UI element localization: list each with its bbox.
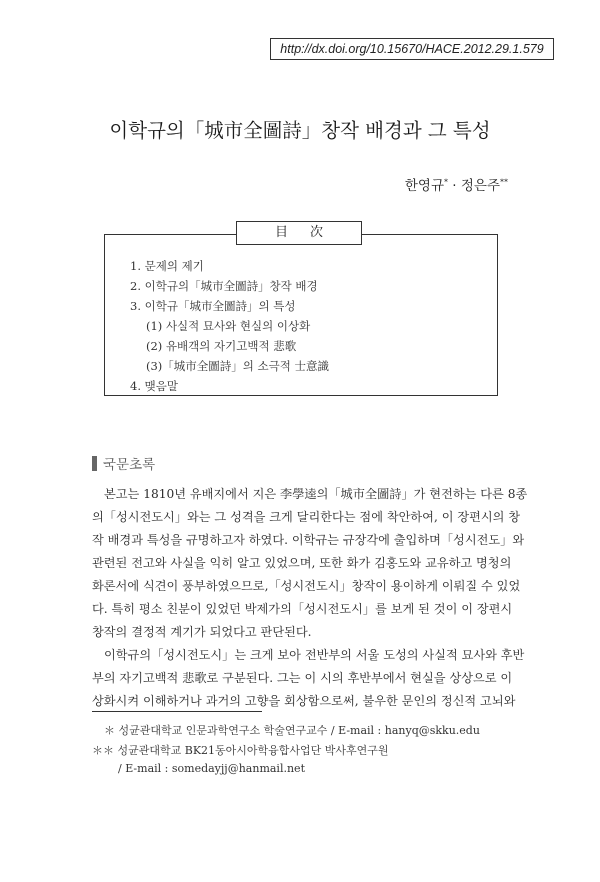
abstract-line: 화론서에 식견이 풍부하였으므로,「성시전도시」창작이 용이하게 이뤄질 수 있었 <box>92 579 521 593</box>
footnote-rule <box>92 711 262 712</box>
author-first: 한영규 <box>404 178 444 194</box>
abstract-line: 의「성시전도시」와는 그 성격을 크게 달리한다는 점에 착안하여, 이 장편시의 창 <box>92 510 521 524</box>
toc-item-4[interactable]: 4. 맺음말 <box>130 379 178 393</box>
abstract-line: 다. 특히 평소 친분이 있었던 박제가의「성시전도시」를 보게 된 것이 이 장편시 <box>92 602 513 616</box>
heading-bar <box>92 456 97 471</box>
abstract-line: 상화시켜 이해하거나 과거의 고향을 회상함으로써, 불우한 문인의 정신적 고뇌와 <box>92 694 516 708</box>
footnote-2: ＊＊ 성균관대학교 BK21동아시아학융합사업단 박사후연구원 <box>92 744 389 757</box>
footnote-1: ＊ 성균관대학교 인문과학연구소 학술연구교수 / E-mail : hanyq@skku.edu <box>104 724 480 737</box>
toc-item-3-1[interactable]: (1) 사실적 묘사와 현실의 이상화 <box>146 319 311 333</box>
toc-item-3-2[interactable]: (2) 유배객의 자기고백적 悲歌 <box>146 339 297 353</box>
toc-item-1[interactable]: 1. 문제의 제기 <box>130 259 204 273</box>
abstract-heading <box>92 453 155 473</box>
author-separator: · <box>452 178 457 194</box>
abstract-line: 이학규의「성시전도시」는 크게 보아 전반부의 서울 도성의 사실적 묘사와 후반 <box>104 648 525 662</box>
author-second: 정은주 <box>460 178 500 194</box>
abstract-heading-text: 국문초록 <box>103 457 156 473</box>
footnote-2-email: / E-mail : somedayjj@hanmail.net <box>118 762 305 775</box>
abstract-line: 부의 자기고백적 悲歌로 구분된다. 그는 이 시의 후반부에서 현실을 상상으로 이 <box>92 671 513 685</box>
toc-item-3-3[interactable]: (3)「城市全圖詩」의 소극적 士意識 <box>146 359 330 373</box>
abstract-line: 관련된 전고와 사실을 익히 알고 있었으며, 또한 화가 김홍도와 교유하고 명청의 <box>92 556 512 570</box>
doi-link[interactable]: http://dx.doi.org/10.15670/HACE.2012.29.1.579 <box>270 38 554 60</box>
abstract-line: 본고는 1810년 유배지에서 지은 李學逵의「城市全圖詩」가 현전하는 다른 8종 <box>104 487 528 501</box>
toc-item-2[interactable]: 2. 이학규의「城市全圖詩」창작 배경 <box>130 279 318 293</box>
author-first-mark: * <box>443 177 448 187</box>
abstract-line: 창작의 결정적 계기가 되었다고 판단된다. <box>92 625 312 639</box>
toc-label: 目次 <box>236 221 362 245</box>
author-line <box>405 174 508 194</box>
abstract-line: 작 배경과 특성을 규명하고자 하였다. 이학규는 규장각에 출입하며「성시전도」와 <box>92 533 525 547</box>
toc-item-3[interactable]: 3. 이학규「城市全圖詩」의 특성 <box>130 299 296 313</box>
paper-title: 이학규의「城市全圖詩」창작 배경과 그 특성 <box>109 119 491 142</box>
author-second-mark: ** <box>500 177 508 187</box>
